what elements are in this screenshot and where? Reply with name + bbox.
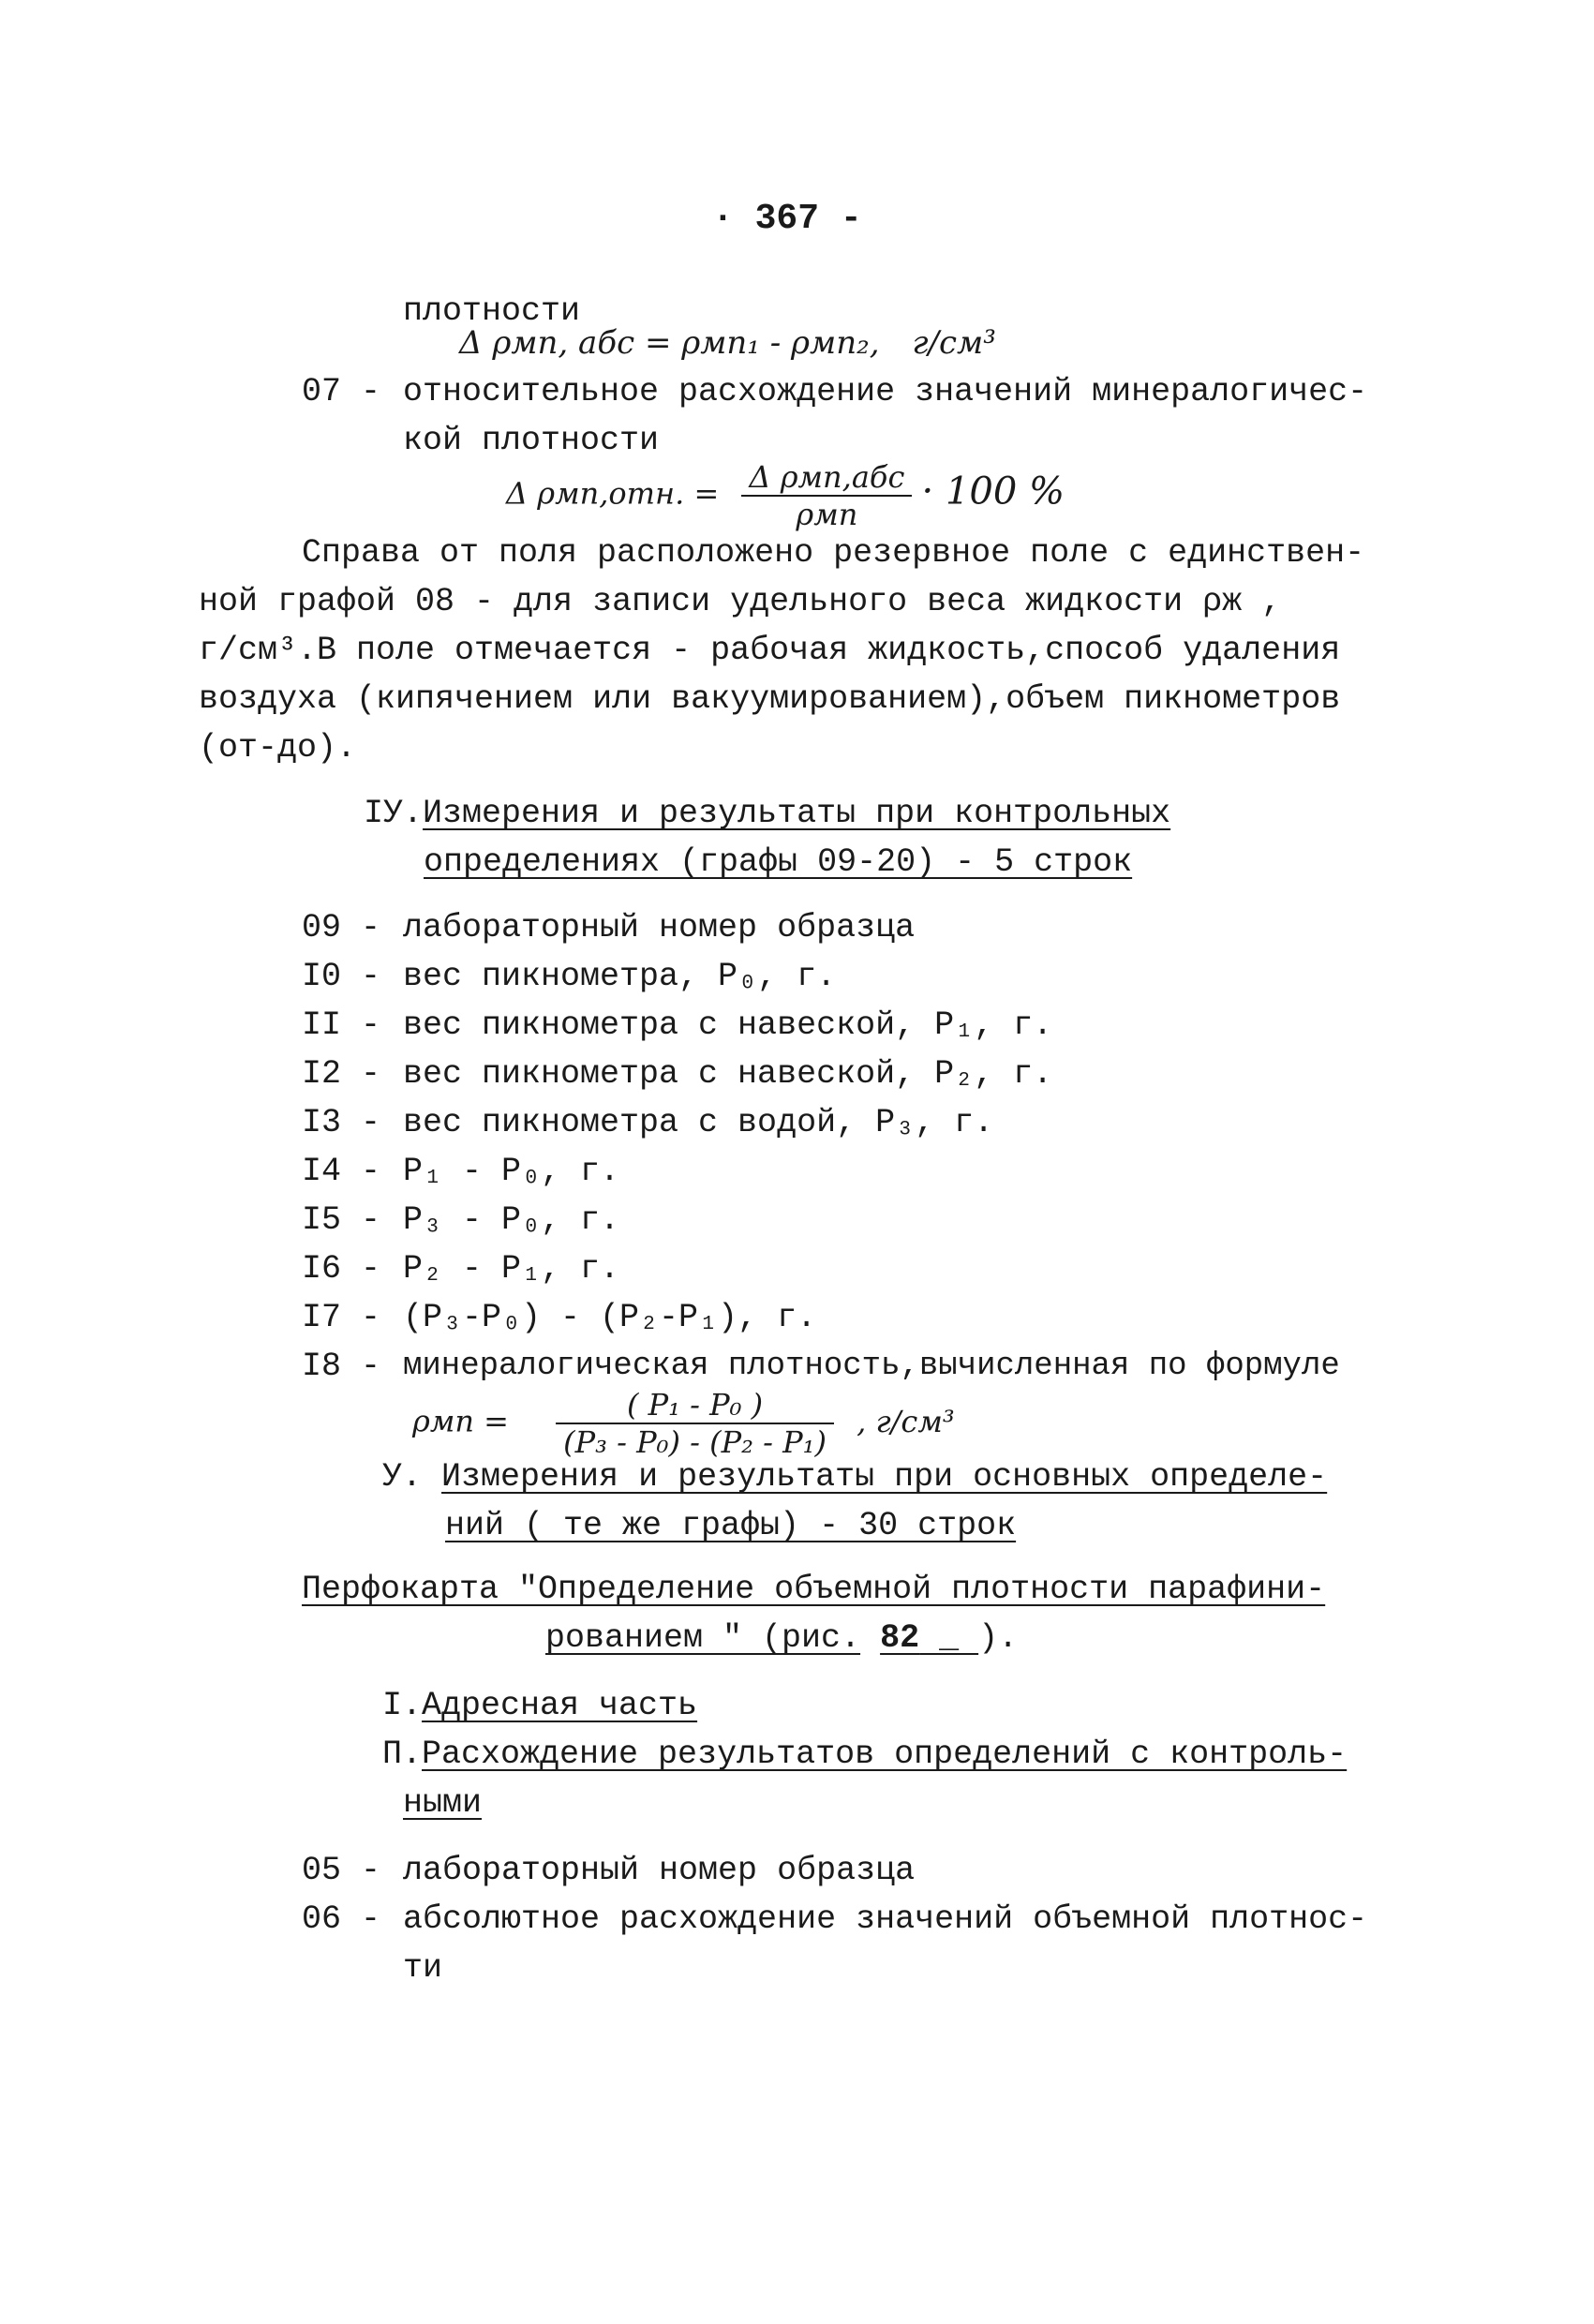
section-i-title: Адресная часть xyxy=(422,1687,698,1724)
item-text: вес пикнометра с навеской, P₁, г. xyxy=(403,1006,1053,1044)
formula-abs-unit: г/см³ xyxy=(912,324,996,362)
item-text: P₂ - P₁, г. xyxy=(403,1250,620,1288)
page-number: · 367 - xyxy=(712,199,862,239)
formula-abs-rhs: = ρмп₁ - ρмп₂, xyxy=(644,324,880,362)
item-text: абсолютное расхождение значений объемной плотнос- xyxy=(403,1900,1368,1938)
item-number: I3 - xyxy=(302,1104,381,1141)
section-i-prefix: I. xyxy=(382,1687,423,1724)
paragraph-line-3: г/см³.В поле отмечается - рабочая жидкость,способ удаления xyxy=(199,632,1341,669)
formula-mp-unit: , г/см³ xyxy=(857,1403,955,1439)
item-07-line1: относительное расхождение значений минералогичес- xyxy=(403,373,1368,410)
section-ii-prefix: П. xyxy=(382,1736,423,1773)
formula-rel-factor: · 100 % xyxy=(921,469,1065,514)
paragraph-line-5: (от-до). xyxy=(199,729,357,767)
paragraph-line-1: Справа от поля расположено резервное поле с единствен- xyxy=(302,534,1365,572)
item-07-number: 07 - xyxy=(302,373,381,410)
section-ii-title-2: ными xyxy=(403,1784,483,1822)
item-text: лабораторный номер образца xyxy=(403,909,916,946)
item-text: вес пикнометра, P₀, г. xyxy=(403,958,837,995)
punchcard-title-2-text: рованием " (рис. xyxy=(545,1619,861,1657)
item-number: 06 - xyxy=(302,1900,381,1938)
punchcard-title-2: рованием " (рис. 82 _ ). xyxy=(545,1619,1019,1657)
item-text: вес пикнометра с навеской, P₂, г. xyxy=(403,1055,1053,1093)
formula-mp-numerator: ( P₁ - P₀ ) xyxy=(556,1387,834,1424)
item-number: 05 - xyxy=(302,1852,381,1889)
item-number: I8 - xyxy=(302,1348,381,1385)
section-iv-title-1: Измерения и результаты при контрольных xyxy=(423,795,1171,832)
section-iv-title-2: определениях (графы 09-20) - 5 строк xyxy=(424,843,1133,881)
formula-rel-lhs: Δ ρмп,отн. = xyxy=(506,475,720,512)
formula-mp-lhs: ρмп = xyxy=(412,1403,509,1439)
section-v-title-2: ний ( те же графы) - 30 строк xyxy=(445,1507,1017,1544)
section-ii-heading xyxy=(382,1736,1347,1773)
item-number: I0 - xyxy=(302,958,381,995)
item-number: II - xyxy=(302,1006,381,1044)
item-text: лабораторный номер образца xyxy=(403,1852,916,1889)
formula-relative xyxy=(506,459,1065,532)
item-text: P₁ - P₀, г. xyxy=(403,1153,620,1190)
punchcard-title-2-end: ). xyxy=(978,1619,1019,1657)
intro-word: плотности xyxy=(403,292,581,330)
section-iv-heading xyxy=(364,795,1170,832)
item-text: (P₃-P₀) - (P₂-P₁), г. xyxy=(403,1299,817,1336)
section-v-prefix: У. xyxy=(382,1458,423,1496)
item-number: I5 - xyxy=(302,1201,381,1239)
item-text: P₃ - P₀, г. xyxy=(403,1201,620,1239)
item-number: I2 - xyxy=(302,1055,381,1093)
section-v-title-1: Измерения и результаты при основных определе- xyxy=(441,1458,1328,1496)
section-i-heading xyxy=(382,1687,697,1724)
formula-mineral-density xyxy=(412,1387,955,1460)
item-text: минералогическая плотность,вычисленная по формуле xyxy=(403,1348,1340,1384)
formula-mp-denominator: (P₃ - P₀) - (P₂ - P₁) xyxy=(563,1424,827,1460)
item-number: 09 - xyxy=(302,909,381,946)
item-text-continued: ти xyxy=(403,1949,443,1987)
paragraph-line-4: воздуха (кипячением или вакуумированием),объем пикнометров xyxy=(199,680,1341,718)
item-07-line2: кой плотности xyxy=(403,422,660,459)
section-ii-title-1: Расхождение результатов определений с контроль- xyxy=(422,1736,1348,1773)
formula-abs-lhs: Δ ρмп, абс xyxy=(459,324,635,362)
formula-absolute xyxy=(459,324,996,362)
formula-rel-fraction xyxy=(741,459,912,532)
item-text: вес пикнометра с водой, P₃, г. xyxy=(403,1104,994,1141)
section-iv-prefix: IУ. xyxy=(364,795,424,832)
formula-rel-denominator: ρмп xyxy=(796,497,858,532)
item-number: I7 - xyxy=(302,1299,381,1336)
formula-rel-numerator: Δ ρмп,абс xyxy=(741,459,912,497)
item-number: I4 - xyxy=(302,1153,381,1190)
item-number: I6 - xyxy=(302,1250,381,1288)
paragraph-line-2: ной графой 08 - для записи удельного веса жидкости ρж , xyxy=(199,583,1282,620)
formula-mp-fraction xyxy=(556,1387,834,1460)
section-v-heading xyxy=(382,1458,1327,1496)
figure-number: 82 xyxy=(880,1619,920,1657)
punchcard-title-1: Перфокарта "Определение объемной плотности парафини- xyxy=(302,1571,1326,1608)
